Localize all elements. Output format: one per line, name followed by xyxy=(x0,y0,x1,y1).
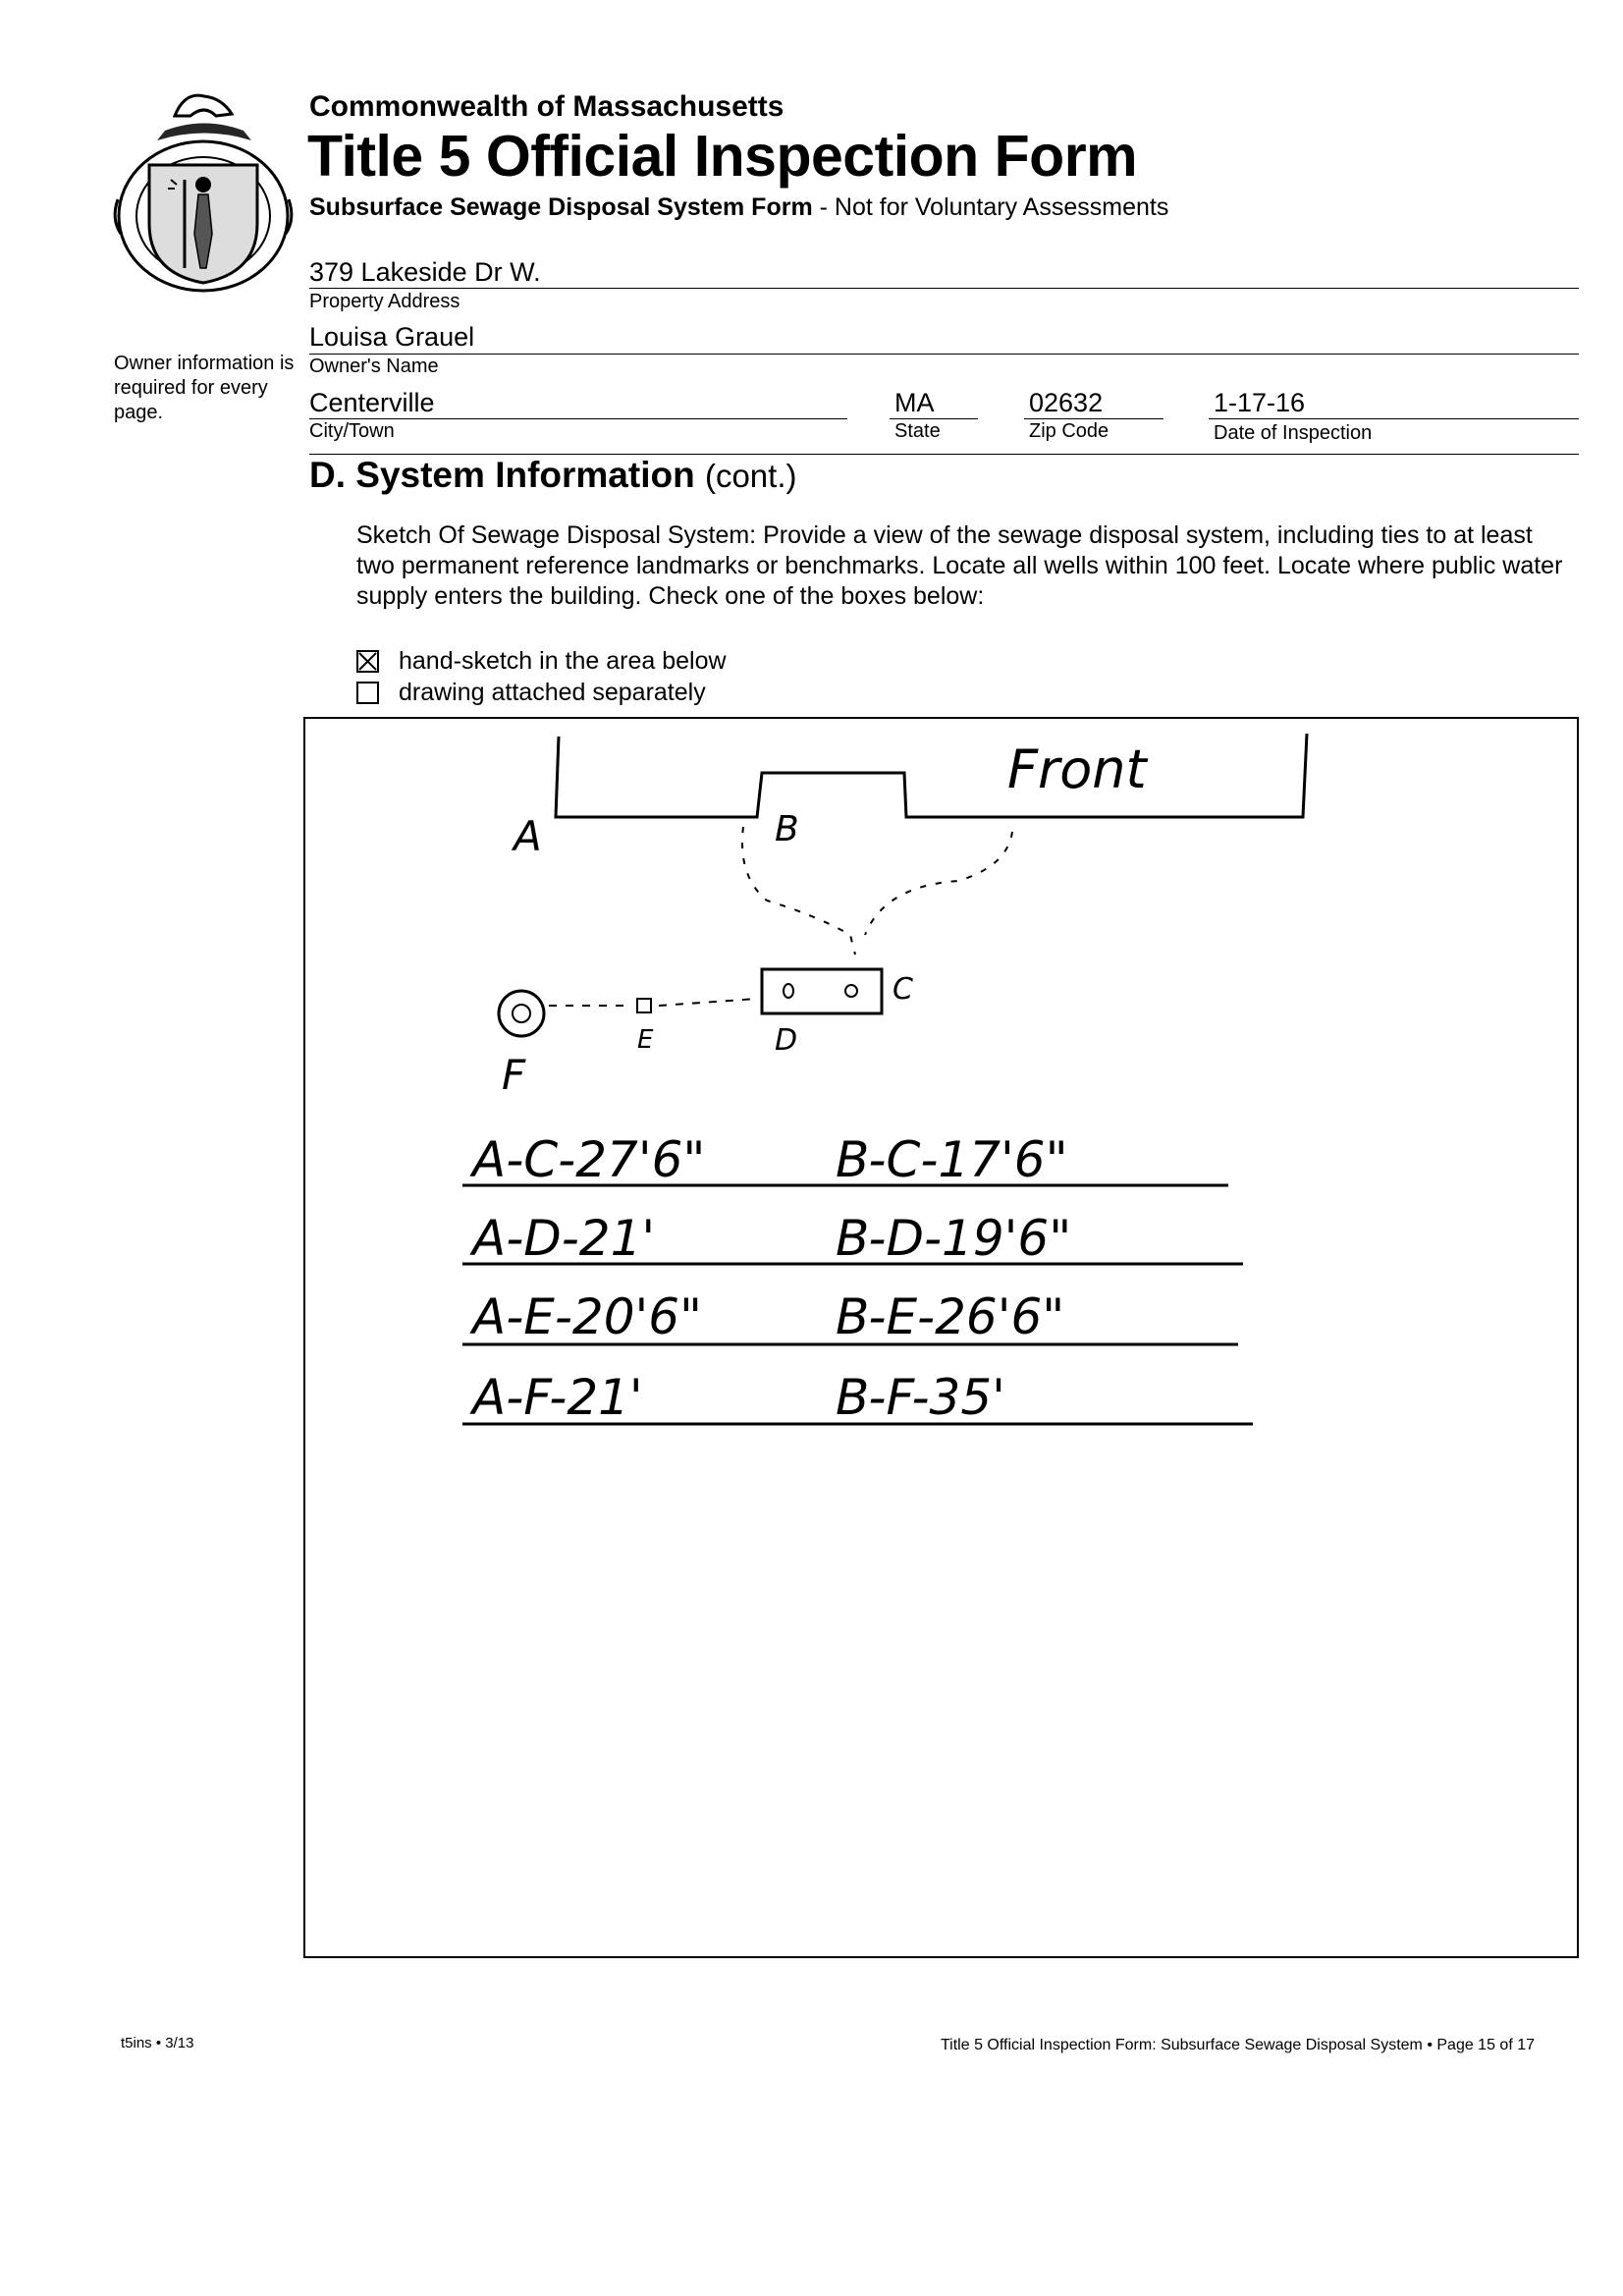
measurement-a-f: A-F-21' xyxy=(472,1369,643,1426)
hand-sketch-label: hand-sketch in the area below xyxy=(399,647,727,675)
property-address-rule xyxy=(309,288,1579,289)
subtitle-bold: Subsurface Sewage Disposal System Form xyxy=(309,193,813,221)
landmark-label-e: E xyxy=(637,1025,654,1055)
state-label: State xyxy=(894,420,941,442)
state-rule xyxy=(890,418,978,419)
owner-name-value[interactable]: Louisa Grauel xyxy=(309,322,475,352)
sketch-area[interactable] xyxy=(303,717,1579,1958)
inspection-date-label: Date of Inspection xyxy=(1214,422,1373,444)
state-value[interactable]: MA xyxy=(894,388,935,417)
property-address-label: Property Address xyxy=(309,291,460,312)
section-title-text: D. System Information xyxy=(309,455,695,495)
landmark-label-a: A xyxy=(514,812,542,860)
zip-rule xyxy=(1024,418,1163,419)
commonwealth-heading: Commonwealth of Massachusetts xyxy=(309,90,784,123)
zip-value[interactable]: 02632 xyxy=(1029,388,1104,417)
subtitle-rest: - Not for Voluntary Assessments xyxy=(812,193,1169,221)
measurement-b-c: B-C-17'6" xyxy=(836,1131,1068,1188)
owner-info-note: Owner information is required for every page. xyxy=(114,353,295,423)
inspection-date-value[interactable]: 1-17-16 xyxy=(1214,388,1306,417)
landmark-label-c: C xyxy=(893,972,913,1007)
form-title: Title 5 Official Inspection Form xyxy=(307,124,1138,189)
drawing-attached-checkbox[interactable] xyxy=(356,682,379,704)
city-value[interactable]: Centerville xyxy=(309,388,435,417)
landmark-label-b: B xyxy=(775,809,799,849)
massachusetts-seal xyxy=(106,86,300,293)
measurement-a-d: A-D-21' xyxy=(472,1210,656,1267)
footer-page-info: Title 5 Official Inspection Form: Subsurface Sewage Disposal System • Page 15 of 17 xyxy=(941,2037,1536,2053)
measurement-a-c: A-C-27'6" xyxy=(472,1131,706,1188)
landmark-label-d: D xyxy=(775,1023,798,1058)
footer-form-code: t5ins • 3/13 xyxy=(121,2035,194,2051)
owner-name-rule xyxy=(309,354,1579,355)
measurement-a-e: A-E-20'6" xyxy=(472,1288,703,1345)
measurement-b-f: B-F-35' xyxy=(836,1369,1005,1426)
measurement-b-d: B-D-19'6" xyxy=(836,1210,1072,1267)
hand-sketch-checkbox[interactable] xyxy=(356,650,379,673)
drawing-attached-label: drawing attached separately xyxy=(399,679,706,706)
owner-name-label: Owner's Name xyxy=(309,355,439,377)
city-label: City/Town xyxy=(309,420,395,442)
section-title-suffix: (cont.) xyxy=(704,458,797,494)
option-hand-sketch[interactable] xyxy=(356,647,727,676)
inspection-date-rule xyxy=(1209,418,1579,419)
landmark-label-f: F xyxy=(502,1051,526,1099)
city-rule xyxy=(309,418,847,419)
front-label: Front xyxy=(1007,738,1147,800)
sketch-instructions: Sketch Of Sewage Disposal System: Provide a view of the sewage disposal system, including ties to at least two permanent reference landmarks or benchmarks. Locate all wells within 100 feet. Locate where public water supply enters the building. Check one of the boxes below: xyxy=(356,521,1563,610)
property-address-value[interactable]: 379 Lakeside Dr W. xyxy=(309,257,541,287)
section-title xyxy=(309,455,797,496)
form-subtitle xyxy=(309,193,1168,222)
zip-label: Zip Code xyxy=(1029,420,1109,442)
option-drawing-attached[interactable] xyxy=(356,679,706,707)
measurement-b-e: B-E-26'6" xyxy=(836,1288,1065,1345)
